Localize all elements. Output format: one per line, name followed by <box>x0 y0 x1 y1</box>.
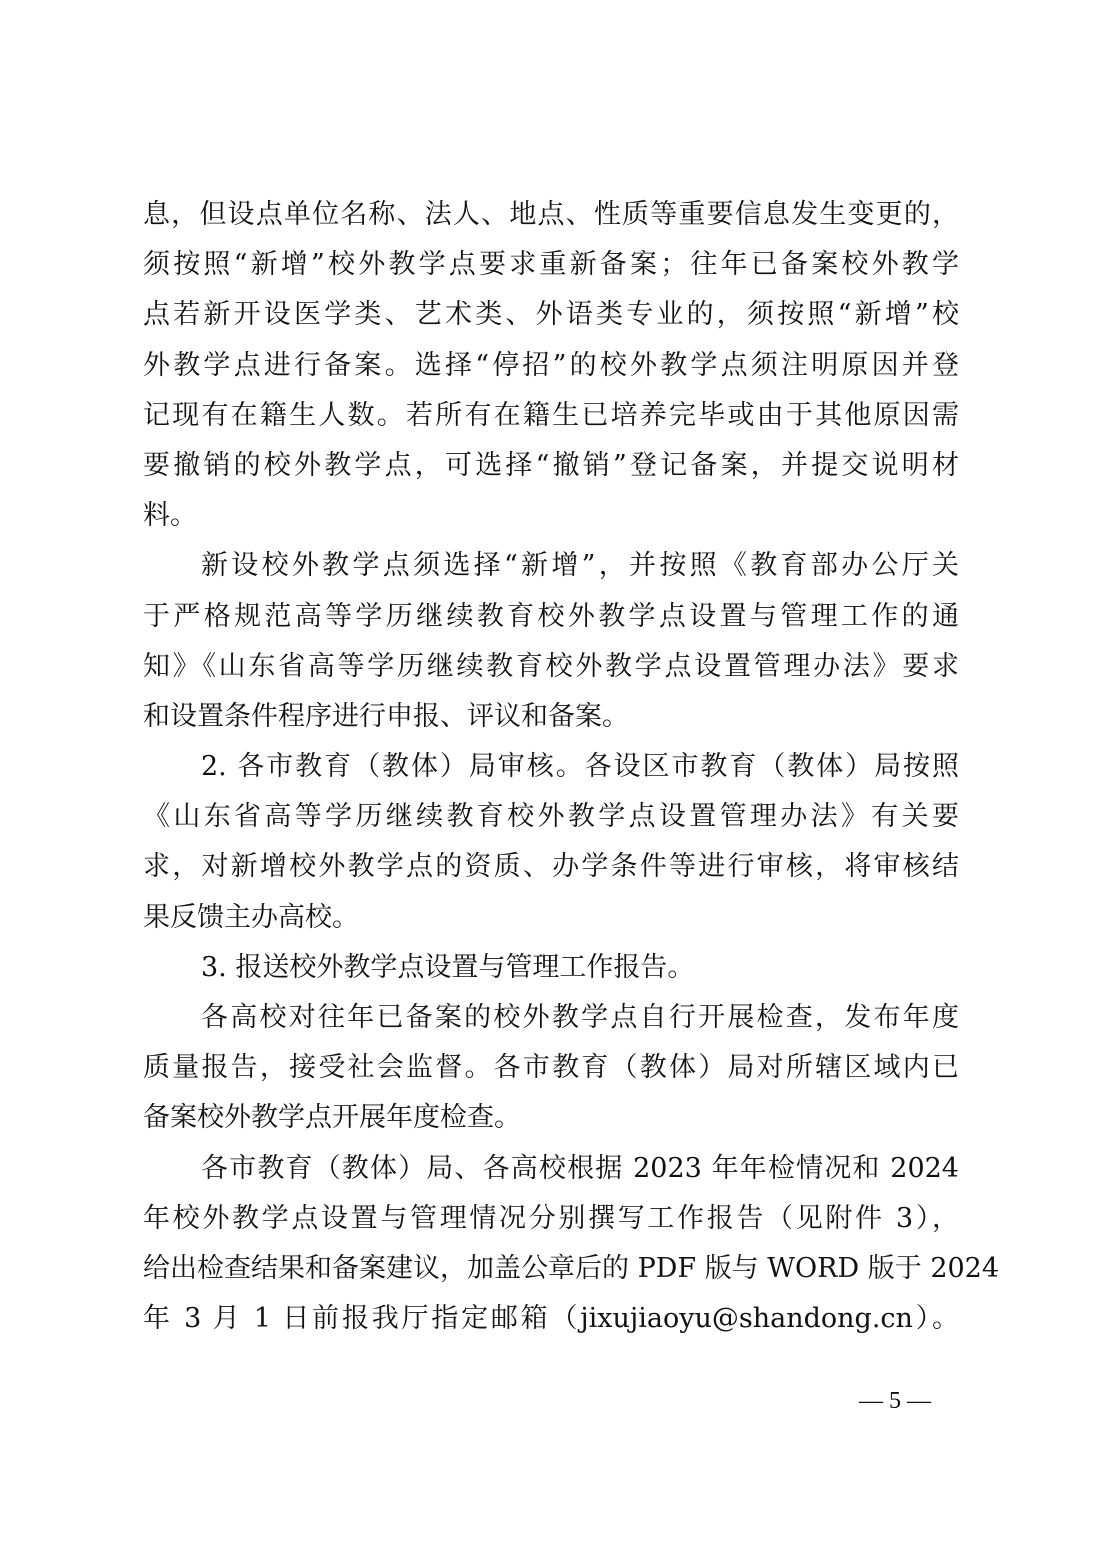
paragraph-continuation <box>143 190 959 541</box>
text-line: 年 3 月 1 日前报我厅指定邮箱（jixujiaoyu@shandong.cn）。 <box>143 1303 959 1335</box>
page-number: — 5 — <box>859 1388 931 1414</box>
text-line: 须按照“新增”校外教学点要求重新备案；往年已备案校外教学 <box>143 249 959 281</box>
paragraph-item-3-heading <box>143 943 959 993</box>
document-body <box>143 190 1000 1344</box>
text-line: 要撤销的校外教学点，可选择“撤销”登记备案，并提交说明材 <box>143 449 959 481</box>
text-line: 质量报告，接受社会监督。各市教育（教体）局对所辖区域内已 <box>143 1052 959 1084</box>
text-line: 息，但设点单位名称、法人、地点、性质等重要信息发生变更的， <box>143 199 959 230</box>
text-line: 知》《山东省高等学历继续教育校外教学点设置管理办法》要求 <box>143 650 959 682</box>
text-line: 年校外教学点设置与管理情况分别撰写工作报告（见附件 3）， <box>143 1202 959 1234</box>
text-line: 料。 <box>143 500 197 532</box>
paragraph-annual-inspection <box>143 993 959 1144</box>
text-line: 果反馈主办高校。 <box>143 901 359 933</box>
text-line: 于严格规范高等学历继续教育校外教学点设置与管理工作的通 <box>143 600 959 632</box>
text-line: 新设校外教学点须选择“新增”，并按照《教育部办公厅关 <box>201 550 959 582</box>
text-line: 点若新开设医学类、艺术类、外语类专业的，须按照“新增”校 <box>143 299 959 331</box>
text-line: 给出检查结果和备案建议，加盖公章后的 PDF 版与 WORD 版于 2024 <box>143 1252 1000 1284</box>
text-line: 求，对新增校外教学点的资质、办学条件等进行审核，将审核结 <box>143 851 959 883</box>
text-line: 《山东省高等学历继续教育校外教学点设置管理办法》有关要 <box>143 801 959 833</box>
text-line: 各市教育（教体）局、各高校根据 2023 年年检情况和 2024 <box>201 1152 959 1184</box>
text-line: 记现有在籍生人数。若所有在籍生已培养完毕或由于其他原因需 <box>143 399 959 431</box>
text-line: 备案校外教学点开展年度检查。 <box>143 1102 521 1134</box>
text-line: 2. 各市教育（教体）局审核。各设区市教育（教体）局按照 <box>201 751 959 783</box>
paragraph-new-teaching-points <box>143 541 959 742</box>
text-line: 和设置条件程序进行申报、评议和备案。 <box>143 700 629 732</box>
paragraph-report-submission <box>143 1144 1000 1345</box>
text-line: 各高校对往年已备案的校外教学点自行开展检查，发布年度 <box>201 1002 959 1033</box>
text-line: 外教学点进行备案。选择“停招”的校外教学点须注明原因并登 <box>143 349 959 381</box>
text-line: 3. 报送校外教学点设置与管理工作报告。 <box>201 951 695 983</box>
paragraph-item-2-city-review <box>143 742 959 943</box>
